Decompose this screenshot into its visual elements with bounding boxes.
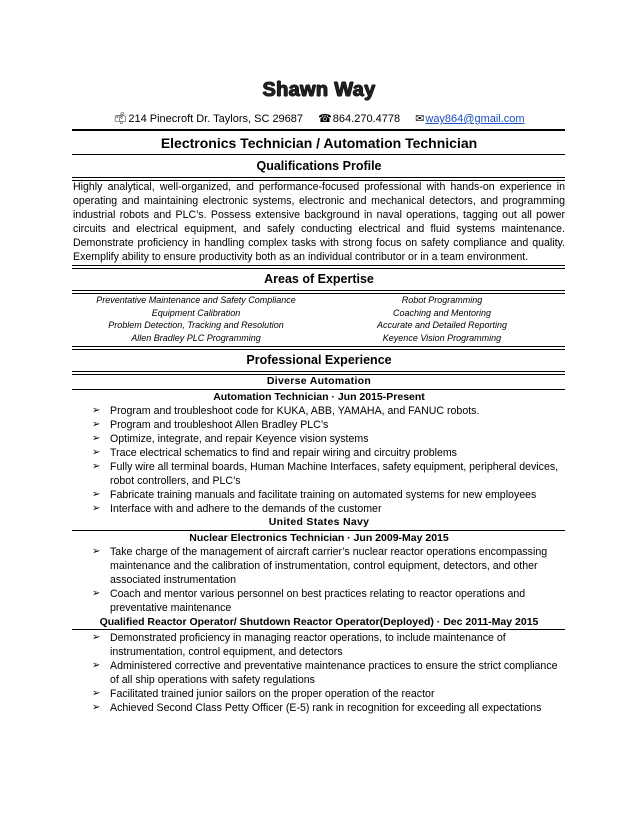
divider — [72, 530, 565, 531]
arrow-bullet-icon: ➢ — [92, 588, 101, 599]
expertise-item: Allen Bradley PLC Programming — [131, 332, 261, 343]
bullet-text: Administered corrective and preventative maintenance practices to ensure the strict compliance of all ship operations with safety regulations — [110, 660, 558, 686]
expertise-item: Equipment Calibration — [151, 307, 241, 318]
divider — [72, 129, 565, 131]
arrow-bullet-icon: ➢ — [92, 632, 101, 643]
bullet-text: Coach and mentor various personnel on best practices relating to reactor operations and preventative maintenance — [110, 588, 526, 614]
list-item — [92, 701, 567, 715]
arrow-bullet-icon: ➢ — [92, 660, 101, 671]
qualifications-text: Highly analytical, well-organized, and performance-focused professional with hands-on experience in operating and maintaining electronic systems, electronic and mechanical detectors, and programming industrial robots and PLC’s. Possess extensive background in naval operations, tagging out all power circuits and electrical equipment, and safely conducting electrical and fluid systems maintenance. Demonstrate proficiency in handling complex tasks with strong focus on safety compliance and quality. Exemplify ability to ensure productivity both as an individual contributor or in a team environment. — [73, 181, 565, 263]
expertise-item: Keyence Vision Programming — [382, 332, 502, 343]
position-title: Automation Technician · Jun 2015-Present — [213, 391, 425, 403]
list-item — [92, 545, 567, 587]
bullet-list — [92, 631, 567, 715]
job-title: Electronics Technician / Automation Technician — [160, 135, 478, 151]
list-item — [92, 404, 567, 418]
email-link[interactable]: way864@gmail.com — [425, 113, 525, 125]
list-item — [92, 418, 567, 432]
expertise-item: Coaching and Mentoring — [392, 307, 492, 318]
arrow-bullet-icon: ➢ — [92, 503, 101, 514]
envelope-icon: ✉ — [415, 113, 425, 125]
bullet-text: Program and troubleshoot Allen Bradley PLC’s — [110, 419, 329, 431]
phone-icon: ☎ — [318, 113, 332, 125]
expertise-item: Preventative Maintenance and Safety Compliance — [96, 295, 296, 305]
arrow-bullet-icon: ➢ — [92, 433, 101, 444]
phone — [318, 113, 400, 125]
list-item — [92, 631, 567, 659]
arrow-bullet-icon: ➢ — [92, 419, 101, 430]
arrow-bullet-icon: ➢ — [92, 447, 101, 458]
bullet-text: Fabricate training manuals and facilitate training on automated systems for new employees — [110, 489, 537, 501]
expertise-item: Robot Programming — [401, 295, 483, 305]
arrow-bullet-icon: ➢ — [92, 688, 101, 699]
expertise-row — [73, 294, 565, 307]
arrow-bullet-icon: ➢ — [92, 461, 101, 472]
bullet-text: Demonstrated proficiency in managing reactor operations, to include maintenance of instrumentation, control equipment, and detectors — [110, 632, 506, 658]
divider — [72, 346, 565, 350]
email[interactable] — [415, 113, 524, 125]
candidate-name: Shawn Way — [262, 79, 376, 101]
list-item — [92, 587, 567, 615]
bullet-text: Take charge of the management of aircraft carrier’s nuclear reactor operations encompassing maintenance and the calibration of instrumentation, control equipment, detectors, and other associated instrumentation — [110, 546, 548, 586]
employer-name: Diverse Automation — [266, 375, 372, 387]
bullet-text: Facilitated trained junior sailors on the proper operation of the reactor — [110, 688, 435, 700]
mailbox-icon: 📫︎ — [113, 113, 128, 125]
arrow-bullet-icon: ➢ — [92, 489, 101, 500]
position-title: Nuclear Electronics Technician · Jun 2009-May 2015 — [189, 532, 449, 544]
divider — [72, 265, 565, 269]
list-item — [92, 432, 567, 446]
arrow-bullet-icon: ➢ — [92, 405, 101, 416]
expertise-item: Problem Detection, Tracking and Resolution — [108, 320, 284, 330]
arrow-bullet-icon: ➢ — [92, 702, 101, 713]
list-item — [92, 659, 567, 687]
bullet-list — [92, 545, 567, 615]
address-text: 214 Pinecroft Dr. Taylors, SC 29687 — [128, 113, 304, 125]
list-item — [92, 687, 567, 701]
bullet-text: Achieved Second Class Petty Officer (E-5) rank in recognition for exceeding all expectations — [110, 702, 542, 714]
expertise-item: Accurate and Detailed Reporting — [376, 320, 508, 330]
arrow-bullet-icon: ➢ — [92, 546, 101, 557]
bullet-text: Program and troubleshoot code for KUKA, ABB, YAMAHA, and FANUC robots. — [110, 405, 480, 417]
list-item — [92, 502, 567, 516]
list-item — [92, 460, 567, 488]
contact-line — [0, 112, 638, 125]
address — [113, 113, 303, 125]
phone-text: 864.270.4778 — [332, 113, 401, 125]
list-item — [92, 446, 567, 460]
employer-name: United States Navy — [268, 516, 370, 528]
experience-heading: Professional Experience — [246, 353, 392, 367]
list-item — [92, 488, 567, 502]
divider — [72, 154, 565, 155]
expertise-row — [73, 319, 565, 332]
expertise-list — [73, 294, 565, 344]
qualifications-heading: Qualifications Profile — [256, 159, 382, 173]
bullet-text: Optimize, integrate, and repair Keyence vision systems — [110, 433, 369, 445]
bullet-text: Fully wire all terminal boards, Human Machine Interfaces, safety equipment, peripheral devices, robot controllers, and PLC’s — [110, 461, 559, 487]
bullet-text: Trace electrical schematics to find and repair wiring and circuitry problems — [110, 447, 457, 459]
divider — [72, 389, 565, 390]
expertise-row — [73, 307, 565, 320]
expertise-heading: Areas of Expertise — [264, 272, 374, 286]
bullet-text: Interface with and adhere to the demands of the customer — [110, 503, 382, 515]
divider — [72, 629, 565, 630]
expertise-row — [73, 332, 565, 345]
bullet-list — [92, 404, 567, 516]
position-title: Qualified Reactor Operator/ Shutdown Reactor Operator(Deployed) · Dec 2011-May 2015 — [99, 616, 539, 628]
